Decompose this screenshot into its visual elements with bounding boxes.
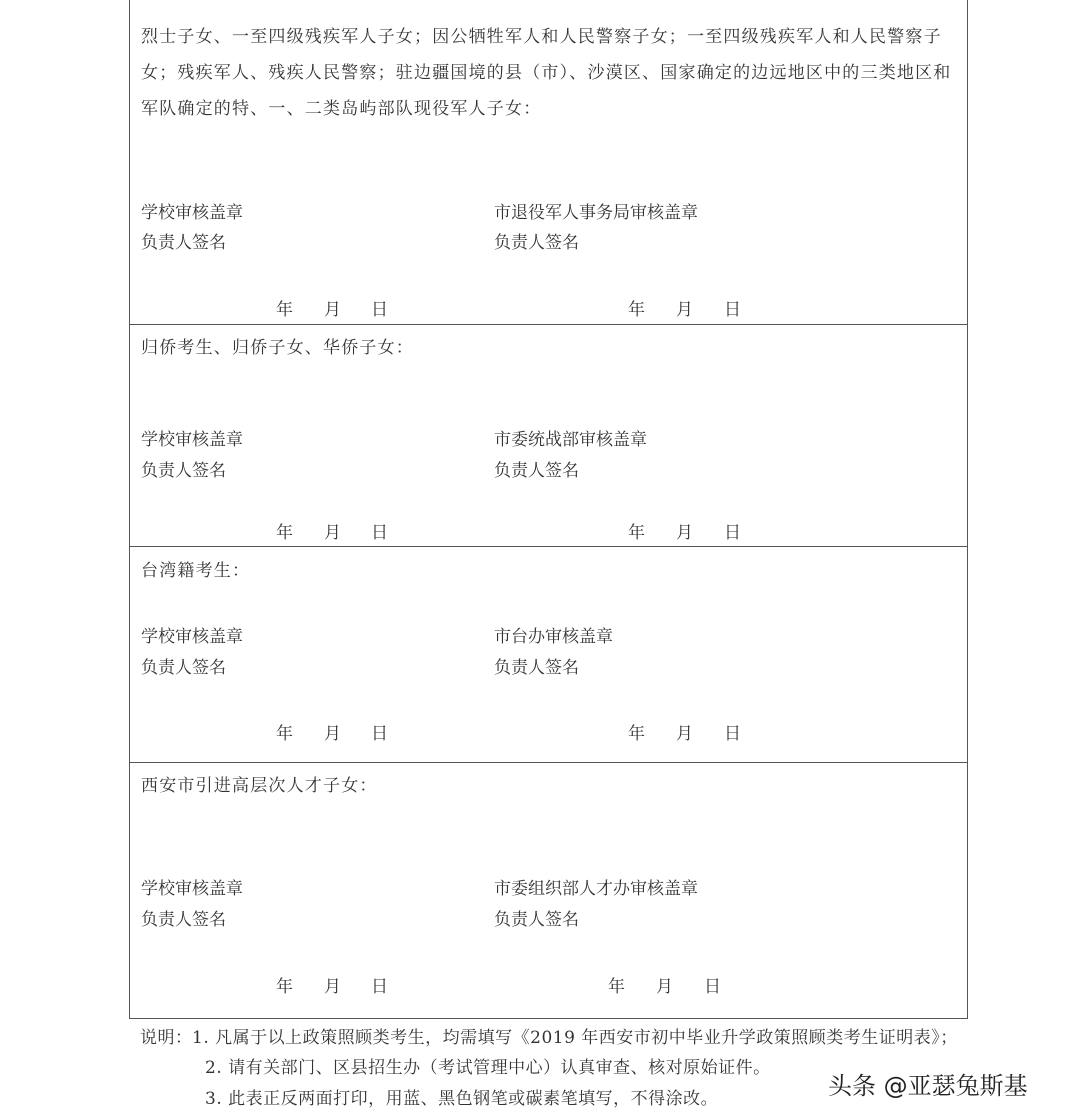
date-year: 年 <box>276 300 293 320</box>
section-talent <box>130 762 967 1018</box>
school-stamp-label: 学校审核盖章 <box>141 879 243 899</box>
school-sign-label: 负责人签名 <box>141 658 226 678</box>
school-stamp-label: 学校审核盖章 <box>141 627 243 647</box>
date-month: 月 <box>656 977 673 997</box>
date-year: 年 <box>628 523 645 543</box>
date-year: 年 <box>608 977 625 997</box>
date-day: 日 <box>371 523 388 543</box>
date-day: 日 <box>724 523 741 543</box>
dept-sign-label: 负责人签名 <box>494 461 579 481</box>
school-sign-label: 负责人签名 <box>141 233 226 253</box>
date-year: 年 <box>628 724 645 744</box>
date-day: 日 <box>371 300 388 320</box>
date-year: 年 <box>276 523 293 543</box>
section-heading: 归侨考生、归侨子女、华侨子女： <box>141 338 414 358</box>
school-stamp-label: 学校审核盖章 <box>141 430 243 450</box>
section-military <box>130 0 967 325</box>
date-month: 月 <box>324 724 341 744</box>
section-heading: 台湾籍考生： <box>141 561 251 581</box>
dept-sign-label: 负责人签名 <box>494 233 579 253</box>
date-month: 月 <box>324 523 341 543</box>
watermark: 头条 @亚瑟兔斯基 <box>828 1072 1028 1100</box>
date-year: 年 <box>276 977 293 997</box>
dept-stamp-label: 市台办审核盖章 <box>494 627 613 647</box>
date-month: 月 <box>324 977 341 997</box>
date-day: 日 <box>704 977 721 997</box>
dept-sign-label: 负责人签名 <box>494 910 579 930</box>
date-day: 日 <box>724 300 741 320</box>
school-stamp-label: 学校审核盖章 <box>141 203 243 223</box>
date-year: 年 <box>628 300 645 320</box>
date-day: 日 <box>371 724 388 744</box>
note-item: 2. 请有关部门、区县招生办（考试管理中心）认真审查、核对原始证件。 <box>205 1058 771 1078</box>
school-sign-label: 负责人签名 <box>141 461 226 481</box>
school-sign-label: 负责人签名 <box>141 910 226 930</box>
dept-stamp-label: 市委组织部人才办审核盖章 <box>494 879 698 899</box>
section-heading: 烈士子女、一至四级残疾军人子女；因公牺牲军人和人民警察子女；一至四级残疾军人和人民警察子女；残疾军人、残疾人民警察；驻边疆国境的县（市）、沙漠区、国家确定的边远地区中的三类地区和军队确定的特、一、二类岛屿部队现役军人子女： <box>141 27 952 119</box>
date-year: 年 <box>276 724 293 744</box>
certification-table <box>129 0 968 1019</box>
date-month: 月 <box>676 523 693 543</box>
section-overseas-chinese <box>130 324 967 547</box>
section-heading: 西安市引进高层次人才子女： <box>141 776 378 796</box>
date-month: 月 <box>676 724 693 744</box>
dept-sign-label: 负责人签名 <box>494 658 579 678</box>
notes-label: 说明： <box>140 1028 193 1048</box>
date-day: 日 <box>371 977 388 997</box>
date-month: 月 <box>676 300 693 320</box>
dept-stamp-label: 市退役军人事务局审核盖章 <box>494 203 698 223</box>
date-day: 日 <box>724 724 741 744</box>
note-item: 1. 凡属于以上政策照顾类考生，均需填写《2019 年西安市初中毕业升学政策照顾类考生证明表》； <box>192 1028 958 1048</box>
dept-stamp-label: 市委统战部审核盖章 <box>494 430 647 450</box>
section-taiwan <box>130 546 967 763</box>
note-item: 3. 此表正反两面打印，用蓝、黑色钢笔或碳素笔填写，不得涂改。 <box>205 1089 719 1109</box>
date-month: 月 <box>324 300 341 320</box>
